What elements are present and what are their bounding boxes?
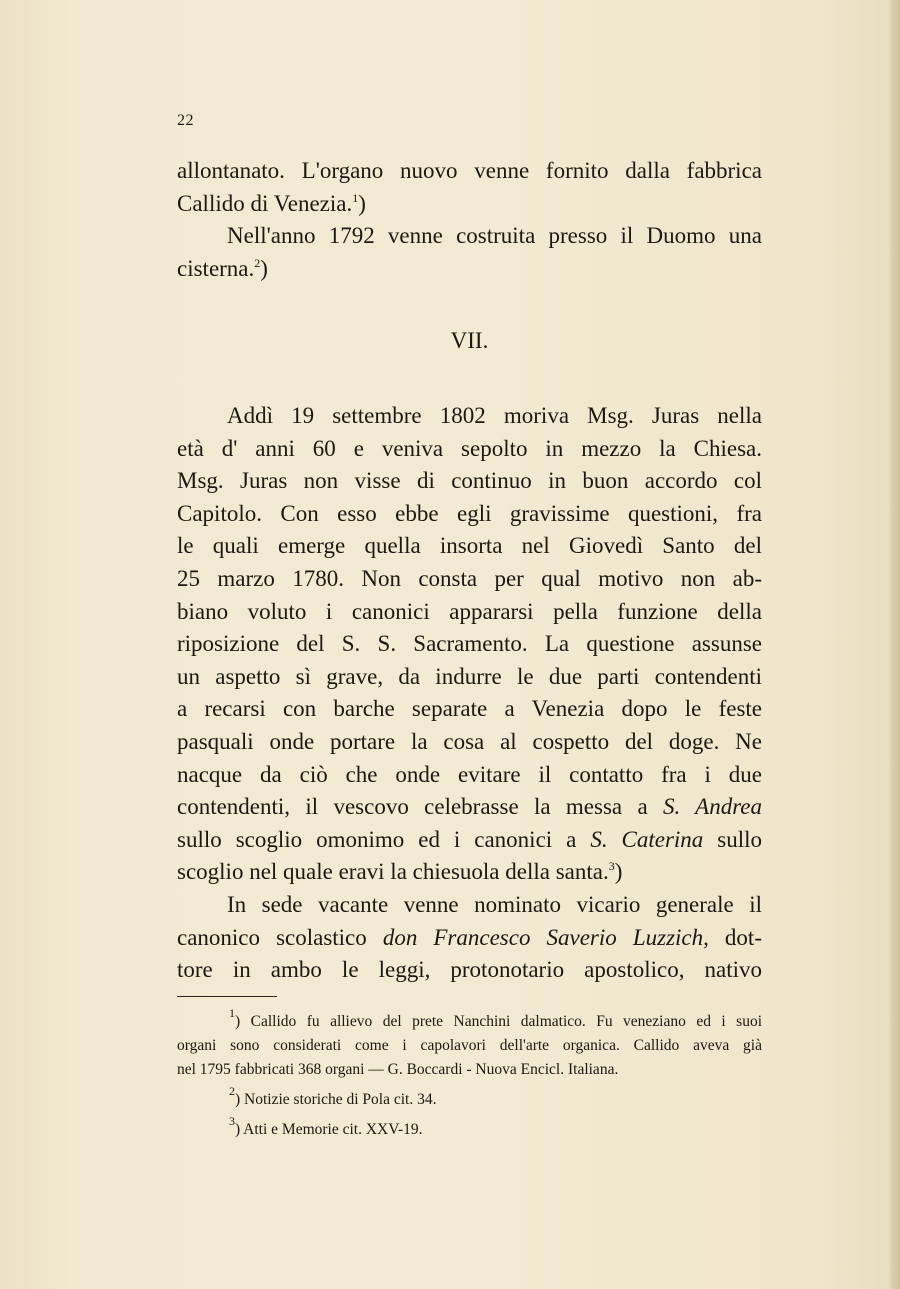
text-run: cisterna. xyxy=(177,255,255,281)
text-run: ) xyxy=(614,859,623,885)
text-run: contendenti, il vescovo celebrasse la messa a xyxy=(177,794,663,820)
text-line: 25 marzo 1780. Non consta per qual motivo non ab- xyxy=(177,565,762,591)
text-line xyxy=(177,824,762,857)
italic-run: S. Andrea xyxy=(662,794,762,820)
text-line: In sede vacante venne nominato vicario generale il xyxy=(227,891,762,917)
footnote-ref: 1 xyxy=(352,190,359,205)
footnote-rule xyxy=(177,996,277,997)
text-run: ) Callido fu allievo del prete Nanchini dalmatico. Fu veneziano ed i suoi xyxy=(235,1013,762,1030)
footnote-2 xyxy=(177,1084,762,1112)
text-run: canonico scolastico xyxy=(177,924,383,950)
section-heading: VII. xyxy=(450,328,489,353)
footnote-3 xyxy=(177,1114,762,1142)
text-line xyxy=(177,791,762,824)
footnote-line: organi sono considerati come i capolavori dell'arte organica. Callido aveva già xyxy=(177,1037,762,1054)
text-line: pasquali onde portare la cosa al cospetto del doge. Ne xyxy=(177,728,762,754)
text-line: riposizione del S. S. Sacramento. La questione assunse xyxy=(177,631,762,657)
text-run: sullo scoglio omonimo ed i canonici a xyxy=(177,826,591,852)
footnote-mark: 3 xyxy=(229,1114,235,1128)
footnote-mark: 1 xyxy=(229,1006,235,1020)
footnote-line xyxy=(177,1006,762,1034)
text-run: ) xyxy=(358,190,366,216)
text-line xyxy=(177,922,762,955)
italic-run: don Francesco Saverio Luzzich, xyxy=(382,924,709,950)
text-line: Nell'anno 1792 venne costruita presso il Duomo una xyxy=(227,223,762,249)
text-line: Addì 19 settembre 1802 moriva Msg. Juras nella xyxy=(227,403,762,428)
text-run: sullo xyxy=(703,826,763,852)
footnote-ref: 2 xyxy=(254,255,261,270)
footnote-1 xyxy=(177,1006,762,1082)
text-line xyxy=(177,188,762,221)
footnote-line xyxy=(229,1114,762,1142)
text-line: un aspetto sì grave, da indurre le due parti contendenti xyxy=(177,663,762,689)
text-run: Callido di Venezia. xyxy=(177,190,353,216)
text-line: le quali emerge quella insorta nel Giovedì Santo del xyxy=(177,533,762,559)
text-run: scoglio nel quale eravi la chiesuola della santa. xyxy=(177,859,609,885)
page-number: 22 xyxy=(177,112,194,129)
text-line xyxy=(177,253,762,286)
text-line: tore in ambo le leggi, protonotario apostolico, nativo xyxy=(177,957,762,983)
footnote-line: nel 1795 fabbricati 368 organi — G. Boccardi - Nuova Encicl. Italiana. xyxy=(177,1061,619,1078)
footnote-line xyxy=(229,1084,762,1112)
text-line: Capitolo. Con esso ebbe egli gravissime questioni, fra xyxy=(177,500,762,526)
text-run: ) Notizie storiche di Pola cit. 34. xyxy=(235,1091,437,1108)
text-line: Msg. Juras non visse di continuo in buon accordo col xyxy=(177,468,762,494)
text-run: ) Atti e Memorie cit. XXV-19. xyxy=(235,1121,423,1138)
text-line: biano voluto i canonici appararsi pella funzione della xyxy=(177,598,762,624)
text-line: a recarsi con barche separate a Venezia dopo le feste xyxy=(177,696,762,722)
footnote-mark: 2 xyxy=(229,1084,235,1098)
text-line: età d' anni 60 e veniva sepolto in mezzo la Chiesa. xyxy=(177,435,762,461)
section-body xyxy=(177,400,762,987)
text-line: allontanato. L'organo nuovo venne fornito dalla fabbrica xyxy=(177,158,762,183)
footnotes xyxy=(177,1006,762,1142)
text-run: dot- xyxy=(708,924,762,950)
italic-run: S. Caterina xyxy=(590,826,704,852)
top-paragraph xyxy=(177,155,762,285)
page-edge xyxy=(890,0,900,1289)
footnote-ref: 3 xyxy=(608,859,615,874)
text-run: ) xyxy=(260,255,268,281)
text-line: nacque da ciò che onde evitare il contatto fra i due xyxy=(177,761,762,787)
text-line xyxy=(177,856,762,889)
